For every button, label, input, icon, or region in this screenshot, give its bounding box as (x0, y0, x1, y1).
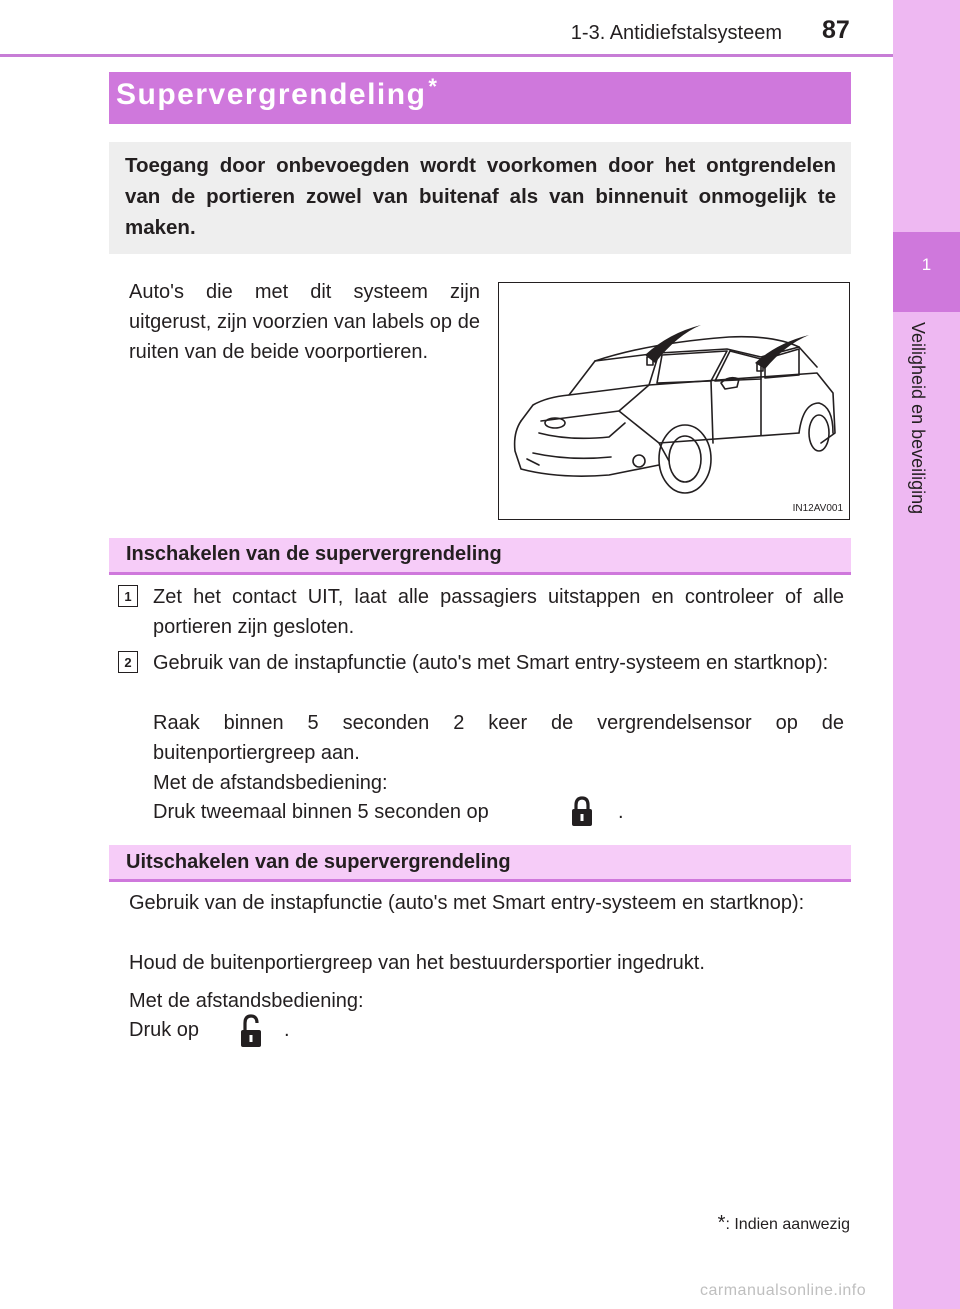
footnote-text: : Indien aanwezig (725, 1216, 850, 1233)
intro-text: Toegang door onbevoegden wordt voorkomen door het ontgrendelen van de portieren zowel van buitenaf als van binnenuit onmogelijk te maken. (125, 154, 836, 239)
step-1-badge: 1 (118, 585, 138, 607)
step-2-line-1: Gebruik van de instapfunctie (auto's met Smart entry-systeem en startknop): (153, 652, 829, 674)
section-title-text: Supervergrendeling (116, 78, 427, 111)
deactivate-para-2-end: . (284, 1019, 290, 1041)
activate-heading: Inschakelen van de supervergrendeling (126, 543, 502, 565)
section-title (116, 74, 439, 112)
deactivate-para-2a: Met de afstandsbediening: (129, 990, 364, 1012)
unlock-icon (238, 1013, 264, 1049)
step-2-badge: 2 (118, 651, 138, 673)
chapter-number: 1 (921, 255, 932, 274)
car-drawing-icon (499, 283, 848, 518)
page-number: 87 (822, 16, 850, 44)
footnote-marker: * (717, 1212, 726, 1234)
section-reference: 1-3. Antidiefstalsysteem (570, 22, 782, 44)
deactivate-para-1a: Gebruik van de instapfunctie (auto's met Smart entry-systeem en startknop): (129, 892, 805, 914)
chapter-title-text: Veiligheid en beveiliging (908, 322, 928, 515)
deactivate-para-1b: Houd de buitenportiergreep van het bestuurdersportier ingedrukt. (129, 952, 705, 974)
car-illustration (498, 282, 850, 520)
deactivate-para-2b: Druk op (129, 1019, 200, 1041)
deactivate-heading: Uitschakelen van de supervergrendeling (126, 851, 511, 873)
header-rule (0, 54, 893, 57)
chapter-side-tab (893, 0, 960, 1309)
step-2-line-4-end: . (618, 801, 624, 823)
step-2-line-4: Druk tweemaal binnen 5 seconden op (153, 801, 489, 823)
chapter-title (893, 322, 960, 562)
lock-icon (569, 795, 595, 829)
step-2-line-2: Raak binnen 5 seconden 2 keer de vergrendelsensor op de buitenportiergreep aan. (153, 712, 844, 764)
figure-code: IN12AV001 (792, 503, 843, 514)
figure-description: Auto's die met dit systeem zijn uitgerust, zijn voorzien van labels op de ruiten van de beide voorportieren. (129, 281, 480, 363)
watermark: carmanualsonline.info (700, 1282, 867, 1299)
step-1-text: Zet het contact UIT, laat alle passagiers uitstappen en controleer of alle portieren zijn gesloten. (153, 586, 844, 638)
footnote (600, 1212, 850, 1235)
step-2-line-3: Met de afstandsbediening: (153, 772, 388, 794)
optional-marker: * (428, 74, 439, 99)
